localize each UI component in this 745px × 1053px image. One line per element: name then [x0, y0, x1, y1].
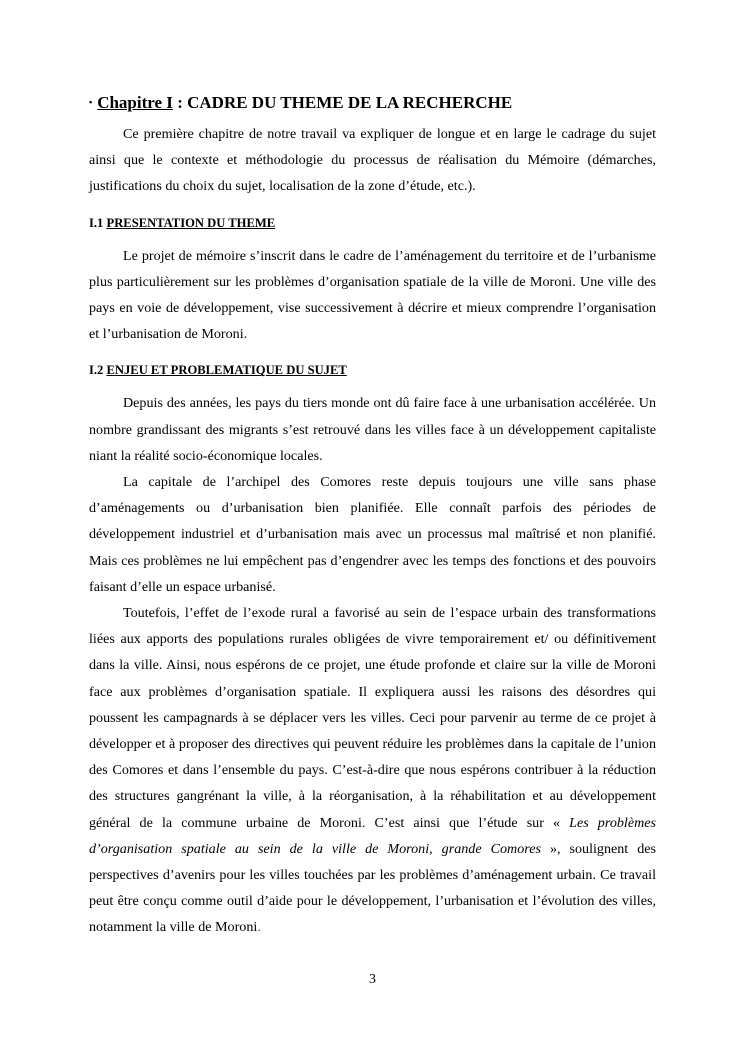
section-2-heading [89, 361, 656, 379]
section-2-paragraph-1: Depuis des années, les pays du tiers monde ont dû faire face à une urbanisation accélérée. Un nombre grandissant des migrants s’est retrouvé dans les villes face à un développement capitaliste niant la réalité socio-économique locales. [89, 395, 656, 464]
chapter-heading [89, 91, 656, 114]
section-1-number: I.1 [89, 215, 107, 230]
section-2-paragraph-3 [89, 600, 656, 941]
section-1-title: PRESENTATION DU THEME [106, 215, 276, 230]
paragraph-3-final-period: . [257, 919, 261, 936]
paragraph-3-text-a: Toutefois, l’effet de l’exode rural a favorisé au sein de l’espace urbain des transformations liées aux apports des populations rurales obligées de vivre temporairement et/ ou définitivement dans la ville. Ainsi, nous espérons de ce projet, une étude profonde et claire sur la ville de Moroni face aux problèmes d’organisation spatiale. Il expliquera aussi les raisons des désordres qui poussent les campagnards à se déplacer vers les villes. Ceci pour parvenir au terme de ce projet à développer et à proposer des directives qui peuvent réduire les problèmes dans la capitale de l’union des Comores et dans l’ensemble du pays. C’est-à-dire que nous espérons contribuer à la réduction des structures gangrénant la ville, à la réorganisation, à la réhabilitation et au développement général de la commune urbaine de Moroni. C’est ainsi que l’étude sur « [89, 605, 656, 831]
page-content [89, 91, 656, 941]
study-title-italic: Les problèmes d’organisation spatiale au sein de la ville de Moroni, grande Comores [89, 814, 656, 857]
section-2-title: ENJEU ET PROBLEMATIQUE DU SUJET [106, 363, 347, 378]
intro-paragraph: Ce première chapitre de notre travail va expliquer de longue et en large le cadrage du sujet ainsi que le contexte et méthodologie du processus de réalisation du Mémoire (démarches, justifications du choix du sujet, localisation de la zone d’étude, etc.). [89, 126, 656, 195]
section-1-heading [89, 214, 656, 232]
paragraph-3-text-b: », soulignent des perspectives d’avenirs pour les villes touchées par les problèmes d’aménagement urbain. Ce travail peut être conçu comme outil d’aide pour le développement, l’urbanisation et l’évolution des villes, notamment la ville de Moroni [89, 840, 656, 936]
bullet-icon: ▪ [89, 97, 93, 107]
section-2-number: I.2 [89, 363, 107, 378]
page-number: 3 [369, 972, 376, 987]
chapter-number: Chapitre I [97, 93, 173, 112]
chapter-title: CADRE DU THEME DE LA RECHERCHE [187, 93, 513, 112]
section-2-paragraph-2: La capitale de l’archipel des Comores reste depuis toujours une ville sans phase d’aménagements ou d’urbanisation bien planifiée. Elle connaît parfois des périodes de développement industriel et d’urbanisation mais avec un processus mal maîtrisé et non planifié. Mais ces problèmes ne lui empêchent pas d’engendrer avec les temps des fonctions et des pouvoirs faisant d’elle un espace urbanisé. [89, 474, 656, 595]
chapter-separator: : [172, 93, 188, 112]
section-1-paragraph: Le projet de mémoire s’inscrit dans le cadre de l’aménagement du territoire et de l’urbanisme plus particulièrement sur les problèmes d’organisation spatiale de la ville de Moroni. Une ville des pays en voie de développement, vise successivement à décrire et mieux comprendre l’organisation et l’urbanisation de Moroni. [89, 247, 656, 343]
